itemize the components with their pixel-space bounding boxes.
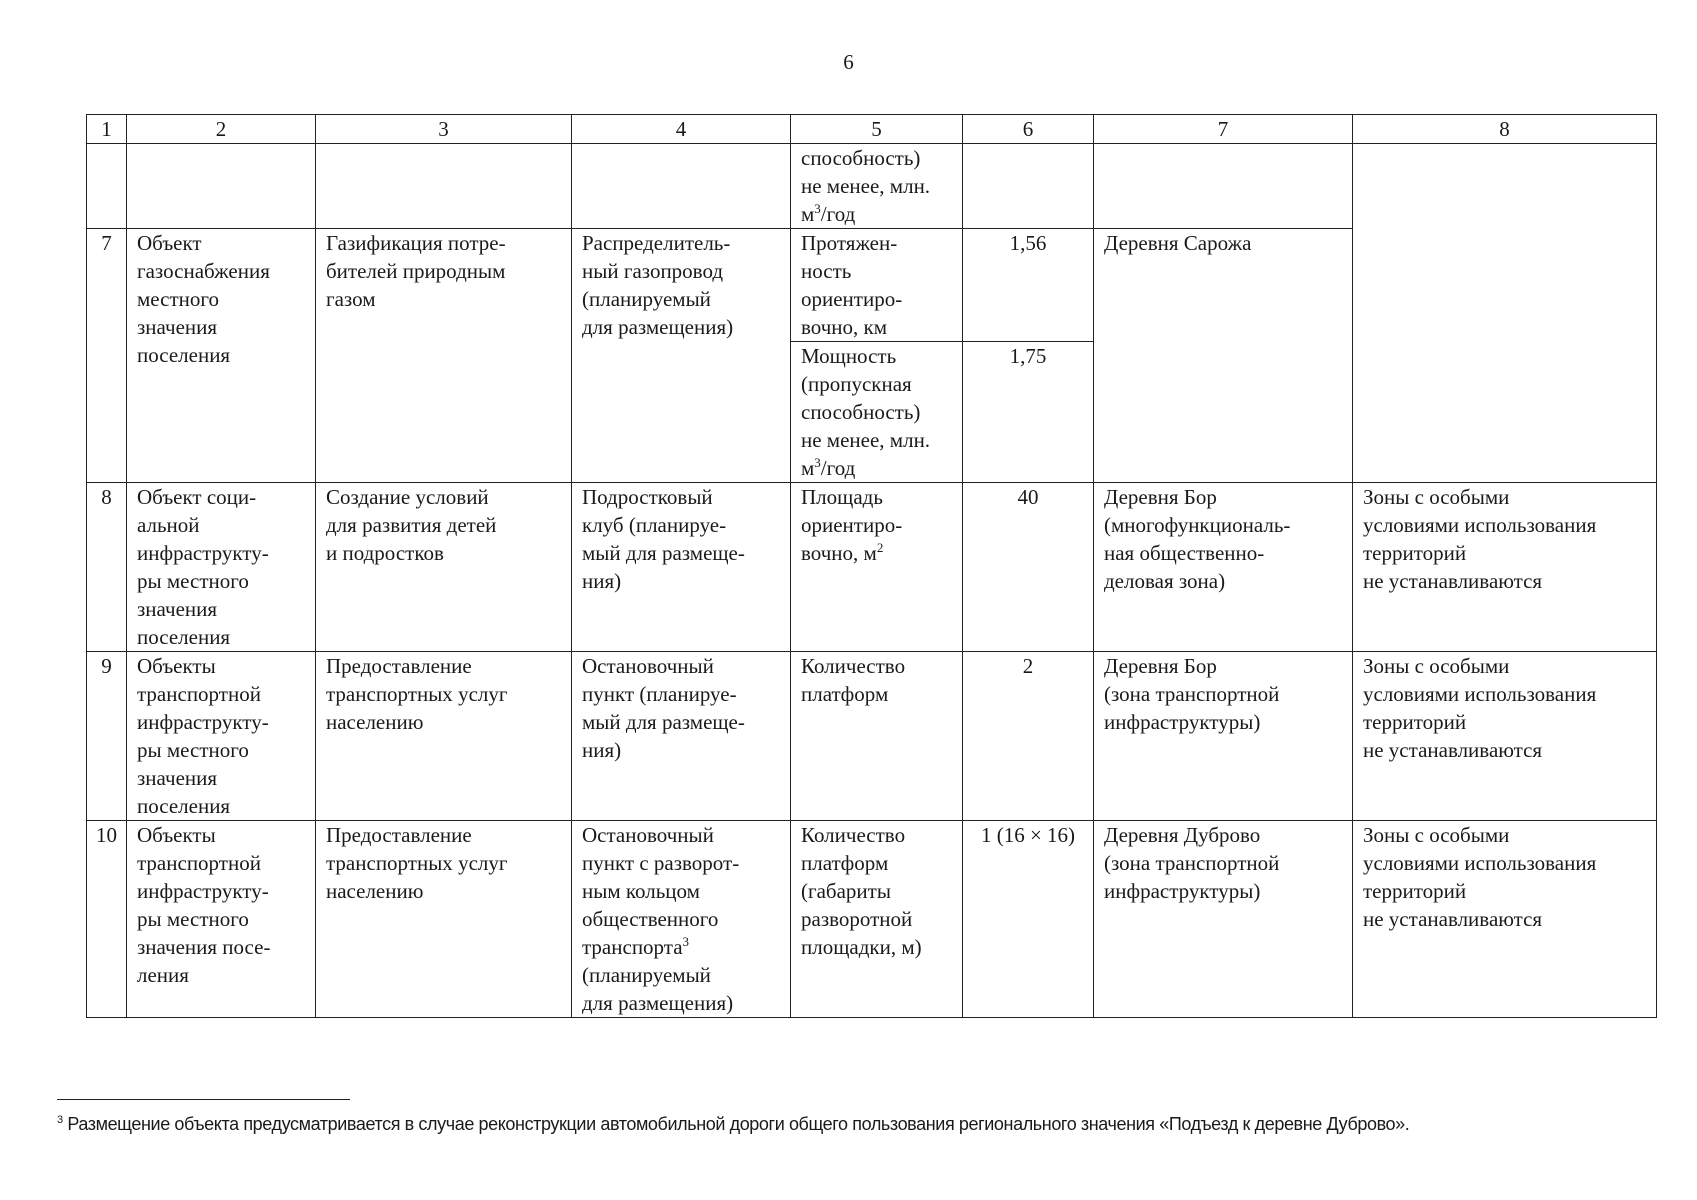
column-header: 6	[963, 115, 1094, 144]
object-name-cell	[572, 483, 791, 652]
cell-line: ния)	[582, 569, 622, 593]
cell-line: Объект	[137, 231, 202, 255]
cell-line: территорий	[1363, 541, 1467, 565]
cell-line: (габариты	[801, 879, 891, 903]
cell-line: территорий	[1363, 879, 1467, 903]
cell-line: населению	[326, 710, 424, 734]
column-header: 2	[127, 115, 316, 144]
cell-line: Деревня Дуброво	[1104, 823, 1261, 847]
cell-line: ность	[801, 259, 852, 283]
footnote	[57, 1112, 1657, 1136]
cell-line: инфраструктуры)	[1104, 710, 1261, 734]
location-cell	[1094, 483, 1353, 652]
footnote-text: Размещение объекта предусматривается в случае реконструкции автомобильной дороги общего пользования регионального значения «Подъезд к деревне Дуброво».	[62, 1114, 1410, 1134]
table-row-10	[87, 821, 1657, 1018]
cell-line: (зона транспортной	[1104, 851, 1280, 875]
parameter-value: 2	[963, 652, 1094, 821]
cell-line: Объекты	[137, 823, 216, 847]
cell-line: условиями использования	[1363, 513, 1597, 537]
table-cell	[572, 144, 791, 229]
table-header-row	[87, 115, 1657, 144]
cell-line: газоснабжения	[137, 259, 270, 283]
unit-text: /год	[820, 456, 856, 480]
cell-line: (многофункциональ-	[1104, 513, 1291, 537]
cell-line: (планируемый	[582, 963, 711, 987]
footnote-reference[interactable]: 3	[682, 934, 690, 949]
cell-word: транспортных	[326, 851, 453, 875]
cell-line: Зоны с особыми	[1363, 823, 1510, 847]
purpose-cell	[316, 652, 572, 821]
cell-line: Остановочный	[582, 823, 714, 847]
cell-line: ный газопровод	[582, 259, 724, 283]
cell-line: Количество	[801, 823, 906, 847]
cell-line: пункт (планируе-	[582, 682, 737, 706]
object-name-cell	[572, 229, 791, 483]
footnote-divider	[57, 1099, 350, 1100]
cell-line: способность)	[801, 400, 921, 424]
objects-table	[86, 114, 1657, 1018]
table-cell	[316, 144, 572, 229]
table-cell	[963, 144, 1094, 229]
unit-text: /год	[820, 202, 856, 226]
cell-line: Подростковый	[582, 485, 713, 509]
cell-line: условиями использования	[1363, 851, 1597, 875]
zones-cell	[1353, 652, 1657, 821]
cell-line: для размещения)	[582, 991, 734, 1015]
unit-text: м	[801, 202, 815, 226]
cell-line: клуб (планируе-	[582, 513, 727, 537]
cell-line: не устанавливаются	[1363, 569, 1543, 593]
zones-cell	[1353, 483, 1657, 652]
cell-line: инфраструкту-	[137, 541, 269, 565]
column-header: 3	[316, 115, 572, 144]
cell-line: Создание условий	[326, 485, 489, 509]
table-row-8	[87, 483, 1657, 652]
cell-line: Деревня Бор	[1104, 485, 1217, 509]
row-number: 8	[87, 483, 127, 652]
object-type-cell	[127, 821, 316, 1018]
cell-line: (планируемый	[582, 287, 711, 311]
cell-line: Площадь	[801, 485, 883, 509]
cell-line: платформ	[801, 851, 889, 875]
object-type-cell	[127, 229, 316, 483]
continuation-parameter-cell	[791, 144, 963, 229]
footnoted-text: транспорта	[582, 935, 683, 959]
cell-line: не менее, млн.	[801, 428, 931, 452]
cell-line: значения посе-	[137, 935, 271, 959]
cell-line: ния)	[582, 738, 622, 762]
purpose-cell	[316, 229, 572, 483]
cell-line: ориентиро-	[801, 287, 903, 311]
table-cell	[1094, 144, 1353, 229]
column-header: 1	[87, 115, 127, 144]
cell-line: вочно, км	[801, 315, 888, 339]
table-row-9	[87, 652, 1657, 821]
cell-line: населению	[326, 879, 424, 903]
cell-line: Газификация потре-	[326, 231, 506, 255]
cell-line: (зона транспортной	[1104, 682, 1280, 706]
cell-line	[801, 539, 952, 567]
cell-line: Объекты	[137, 654, 216, 678]
cell-line: ры местного	[137, 907, 249, 931]
row-number: 10	[87, 821, 127, 1018]
cell-line: Остановочный	[582, 654, 714, 678]
location-cell: Деревня Сарожа	[1094, 229, 1353, 483]
table-row-continuation	[87, 144, 1657, 229]
cell-line: ная общественно-	[1104, 541, 1265, 565]
cell-line: Зоны с особыми	[1363, 485, 1510, 509]
parameter-value: 1 (16 × 16)	[963, 821, 1094, 1018]
column-header: 8	[1353, 115, 1657, 144]
parameter-value: 1,75	[963, 342, 1094, 483]
cell-line: платформ	[801, 682, 889, 706]
cell-line: транспортной	[137, 682, 261, 706]
cell-line: площадки, м)	[801, 935, 922, 959]
column-header: 4	[572, 115, 791, 144]
cell-word: транспортных	[326, 682, 453, 706]
unit-text: вочно, м	[801, 541, 877, 565]
cell-line: газом	[326, 287, 376, 311]
cell-word: услуг	[458, 851, 508, 875]
cell-word: услуг	[458, 682, 508, 706]
location-cell	[1094, 652, 1353, 821]
cell-line: способность)	[801, 146, 921, 170]
unit-superscript: 2	[876, 540, 884, 555]
object-type-cell	[127, 652, 316, 821]
cell-line: для размещения)	[582, 315, 734, 339]
zones-cell	[1353, 821, 1657, 1018]
cell-line: Объект соци-	[137, 485, 257, 509]
purpose-cell	[316, 483, 572, 652]
cell-line: транспортной	[137, 851, 261, 875]
cell-line: поселения	[137, 794, 231, 818]
cell-line: для развития детей	[326, 513, 497, 537]
unit-text: м	[801, 456, 815, 480]
cell-line: бителей природным	[326, 259, 506, 283]
cell-line: Мощность	[801, 344, 897, 368]
row-number: 7	[87, 229, 127, 483]
parameter-cell	[791, 652, 963, 821]
cell-line: инфраструкту-	[137, 710, 269, 734]
object-type-cell	[127, 483, 316, 652]
cell-line: Зоны с особыми	[1363, 654, 1510, 678]
cell-line: разворотной	[801, 907, 913, 931]
cell-line: инфраструкту-	[137, 879, 269, 903]
cell-line: не устанавливаются	[1363, 907, 1543, 931]
column-header: 7	[1094, 115, 1353, 144]
cell-line	[801, 200, 952, 228]
table-cell	[127, 144, 316, 229]
cell-line: ным кольцом	[582, 879, 700, 903]
cell-line: не менее, млн.	[801, 174, 931, 198]
parameter-cell	[791, 821, 963, 1018]
cell-line: (пропускная	[801, 372, 912, 396]
parameter-cell	[791, 229, 963, 342]
cell-line: Предоставление	[326, 654, 472, 678]
cell-line: Предоставление	[326, 823, 472, 847]
cell-line: местного	[137, 287, 219, 311]
cell-line: мый для размеще-	[582, 541, 745, 565]
unit-superscript: 3	[814, 201, 821, 216]
cell-line: Количество	[801, 654, 906, 678]
page-number: 6	[843, 50, 854, 74]
cell-line: деловая зона)	[1104, 569, 1226, 593]
cell-line: альной	[137, 513, 200, 537]
column-header: 5	[791, 115, 963, 144]
cell-line: поселения	[137, 625, 231, 649]
cell-line: значения	[137, 766, 218, 790]
cell-line: ориентиро-	[801, 513, 903, 537]
cell-line: Протяжен-	[801, 231, 898, 255]
cell-line: условиями использования	[1363, 682, 1597, 706]
parameter-value: 40	[963, 483, 1094, 652]
cell-line: Распределитель-	[582, 231, 731, 255]
cell-line: не устанавливаются	[1363, 738, 1543, 762]
table-cell-col8-row7	[1353, 144, 1657, 483]
cell-line: поселения	[137, 343, 231, 367]
table-cell	[87, 144, 127, 229]
cell-line: значения	[137, 597, 218, 621]
cell-line: пункт с разворот-	[582, 851, 740, 875]
parameter-cell	[791, 342, 963, 483]
object-name-cell	[572, 652, 791, 821]
object-name-cell	[572, 821, 791, 1018]
cell-line: инфраструктуры)	[1104, 879, 1261, 903]
cell-line-justified	[326, 849, 561, 877]
cell-line: ры местного	[137, 569, 249, 593]
cell-line: общественного	[582, 907, 719, 931]
cell-line	[582, 933, 780, 961]
purpose-cell	[316, 821, 572, 1018]
row-number: 9	[87, 652, 127, 821]
cell-line: ры местного	[137, 738, 249, 762]
cell-line: мый для размеще-	[582, 710, 745, 734]
cell-line	[801, 454, 952, 482]
cell-line: Деревня Бор	[1104, 654, 1217, 678]
cell-line: значения	[137, 315, 218, 339]
cell-line: ления	[137, 963, 189, 987]
parameter-value: 1,56	[963, 229, 1094, 342]
footnote-mark: 3	[57, 1114, 63, 1126]
cell-line: и подростков	[326, 541, 444, 565]
unit-superscript: 3	[814, 455, 821, 470]
location-cell	[1094, 821, 1353, 1018]
cell-line-justified	[326, 680, 561, 708]
cell-line: территорий	[1363, 710, 1467, 734]
parameter-cell	[791, 483, 963, 652]
